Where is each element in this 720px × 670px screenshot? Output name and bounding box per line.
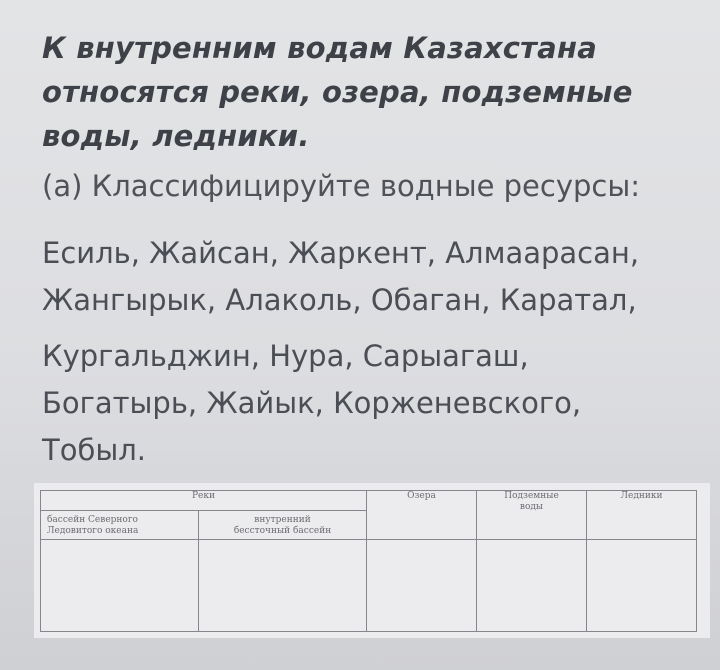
- internal-basin-subheader-cell: [199, 510, 367, 539]
- arctic-basin-line-1: бассейн Северного: [47, 514, 138, 525]
- task-instruction: (а) Классифицируйте водные ресурсы:: [42, 169, 641, 203]
- answer-cell-arctic: [41, 539, 199, 631]
- lakes-header-cell: [367, 491, 477, 540]
- groundwater-header-line-2: воды: [519, 502, 544, 512]
- internal-basin-line-2: бессточный бассейн: [233, 525, 332, 536]
- water-resources-list-1: [42, 230, 639, 324]
- section-heading: [42, 26, 682, 158]
- water-resources-list-2: [42, 333, 581, 474]
- glaciers-header-cell: [587, 491, 697, 540]
- arctic-basin-line-2: Ледовитого океана: [47, 525, 139, 536]
- answer-cell-lakes: [367, 539, 477, 631]
- arctic-basin-subheader-cell: [41, 510, 199, 539]
- groundwater-header-line-1: Подземные: [504, 491, 559, 501]
- heading-line-2: относятся реки, озера, подземные: [42, 75, 633, 109]
- resources-line-4: Богатырь, Жайык, Корженевского,: [42, 386, 582, 420]
- lakes-header: Озера: [407, 491, 436, 501]
- glaciers-header: Ледники: [620, 491, 663, 501]
- rivers-header: Реки: [192, 491, 216, 501]
- rivers-header-cell: [41, 491, 367, 511]
- resources-line-2: Жангырык, Алаколь, Обаган, Каратал,: [42, 283, 637, 317]
- classification-table: [40, 490, 697, 632]
- internal-basin-line-1: внутренний: [254, 514, 311, 525]
- heading-line-3: воды, ледники.: [42, 119, 310, 153]
- groundwater-header-cell: [477, 491, 587, 540]
- resources-line-1: Есиль, Жайсан, Жаркент, Алмаарасан,: [42, 236, 640, 270]
- answer-cell-groundwater: [477, 539, 587, 631]
- resources-line-5: Тобыл.: [42, 433, 146, 467]
- resources-line-3: Кургальджин, Нура, Сарыагаш,: [42, 339, 529, 373]
- answer-cell-internal: [199, 539, 367, 631]
- heading-line-1: К внутренним водам Казахстана: [42, 31, 597, 65]
- answer-cell-glaciers: [587, 539, 697, 631]
